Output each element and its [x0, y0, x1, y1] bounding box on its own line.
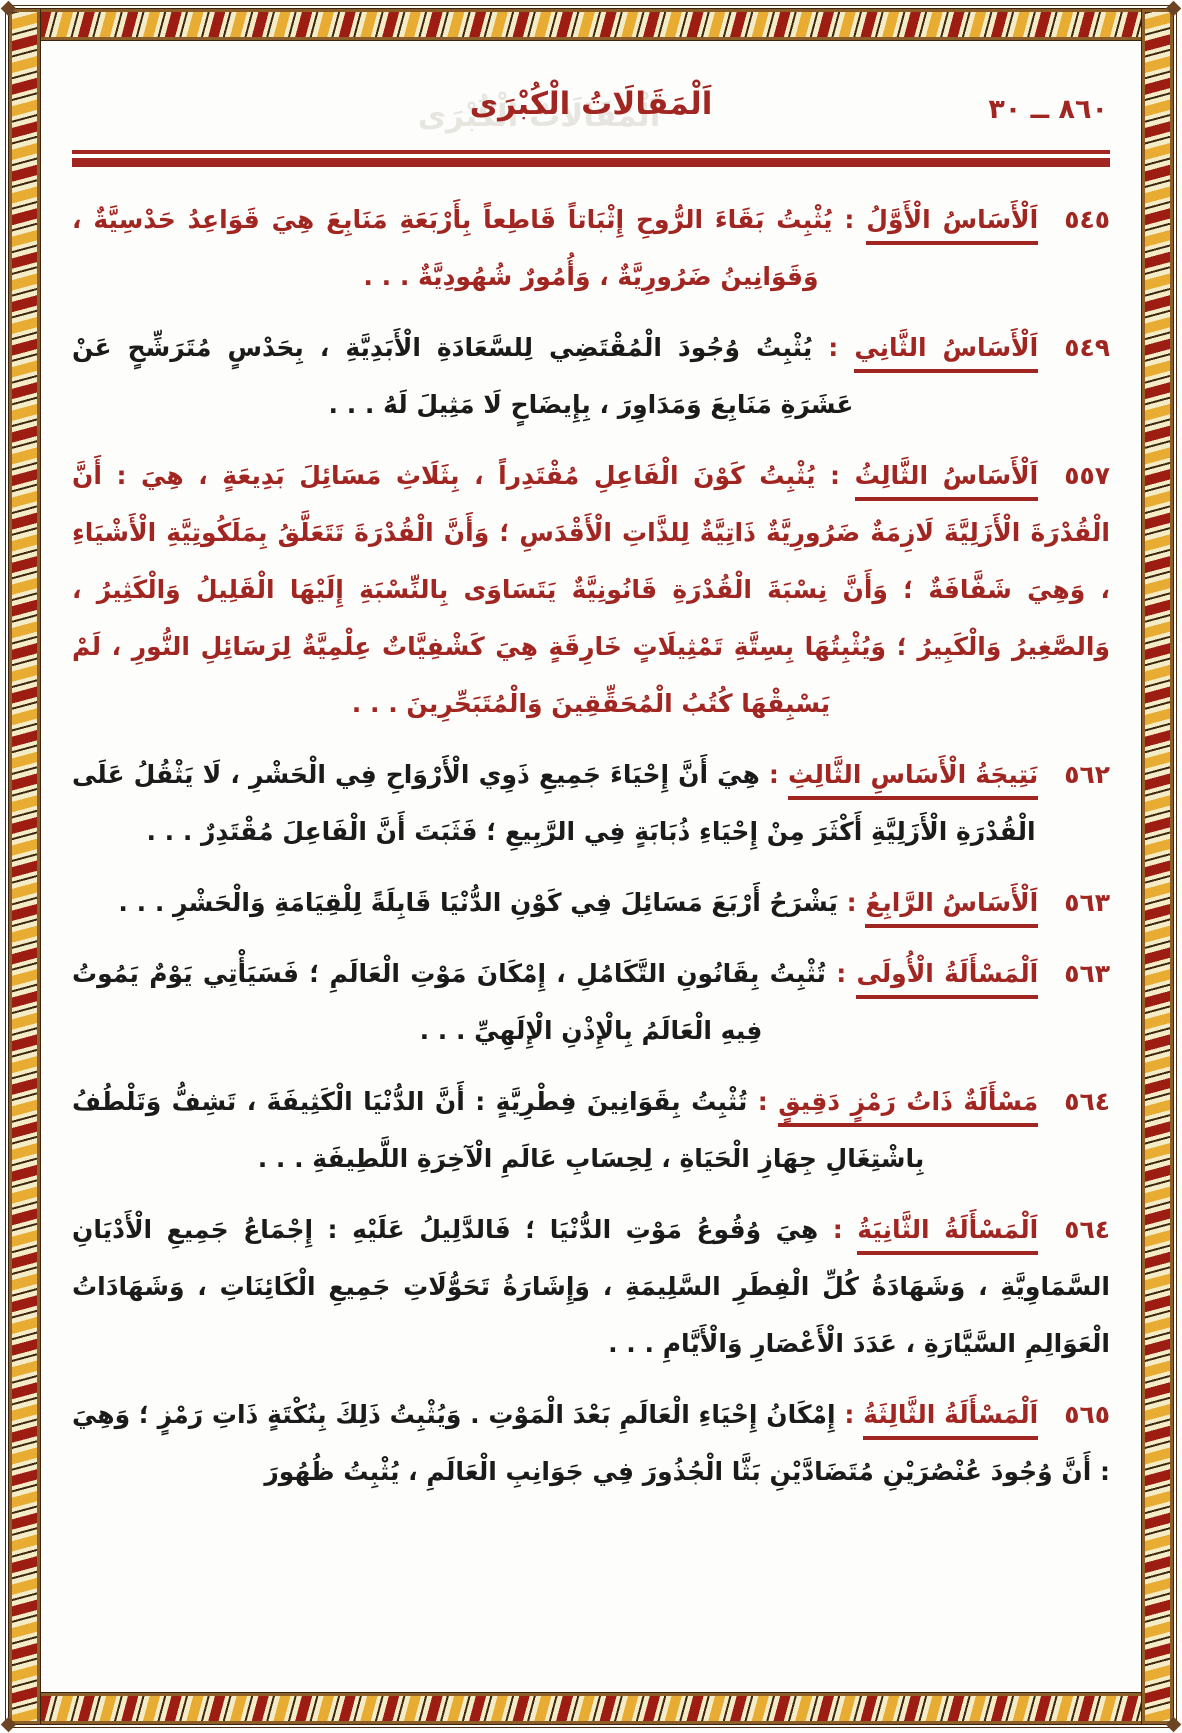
heading-separator: :: [835, 1400, 864, 1429]
paragraph: [72, 319, 1110, 433]
paragraph-heading: اَلْمَسْأَلَةُ الثَّالِثَةُ: [863, 1400, 1038, 1440]
paragraph-number: ٥٦٢: [1064, 760, 1110, 789]
heading-separator: :: [759, 760, 788, 789]
page-content: [44, 44, 1138, 1689]
paragraph-list: [72, 191, 1110, 1500]
paragraph-number: ٥٦٥: [1064, 1400, 1111, 1429]
heading-separator: :: [812, 333, 855, 362]
paragraph-number: ٥٦٤: [1064, 1087, 1111, 1116]
paragraph-number: ٥٤٩: [1064, 333, 1110, 362]
paragraph-heading: اَلْأَسَاسُ الثَّانِي: [854, 333, 1038, 373]
paragraph-number: ٥٤٥: [1064, 205, 1111, 234]
paragraph-number: ٥٥٧: [1064, 461, 1111, 490]
paragraph-body: تُثْبِتُ بِقَوَانِينَ فِطْرِيَّةٍ : أَنَّ الدُّنْيَا الْكَثِيفَةَ ، تَشِفُّ وَتَلْطُفُ بِاشْتِغَالِ جِهَازِ الْحَيَاةِ ، لِحِسَابِ عَالَمِ الْآخِرَةِ اللَّطِيفَةِ . . .: [72, 1087, 925, 1173]
page-border-top: [9, 9, 1173, 40]
paragraph-body: تُثْبِتُ بِقَانُونِ التَّكَامُلِ ، إِمْكَانَ مَوْتِ الْعَالَمِ ؛ فَسَيَأْتِي يَوْمٌ يَمُوتُ فِيهِ الْعَالَمُ بِالْإِذْنِ الْإِلَهِيِّ . . .: [72, 959, 826, 1045]
paragraph: [72, 1073, 1110, 1187]
paragraph-heading: اَلْأَسَاسُ الْأَوَّلُ: [866, 205, 1038, 245]
paragraph-heading: اَلْأَسَاسُ الثَّالِثُ: [855, 461, 1039, 501]
page-header: [72, 60, 1110, 136]
paragraph-body: يَشْرَحُ أَرْبَعَ مَسَائِلَ فِي كَوْنِ الدُّنْيَا قَابِلَةً لِلْقِيَامَةِ وَالْحَشْرِ . . .: [118, 888, 838, 917]
page-border-bottom: [9, 1693, 1173, 1724]
page-number: ٨٦٠ ــ ٣٠: [988, 94, 1108, 125]
paragraph: [72, 1201, 1110, 1372]
paragraph-body: يُثْبِتُ بَقَاءَ الرُّوحِ إِثْبَاتاً قَاطِعاً بِأَرْبَعَةِ مَنَابِعَ هِيَ قَوَاعِدُ حَدْسِيَّةٌ ، وَقَوَانِينُ ضَرُورِيَّةٌ ، وَأُمُورٌ شُهُودِيَّةٌ . . .: [72, 205, 833, 291]
page-border-left: [9, 9, 40, 1724]
paragraph-body: هِيَ أَنَّ إِحْيَاءَ جَمِيعِ ذَوِي الْأَرْوَاحِ فِي الْحَشْرِ ، لَا يَثْقُلُ عَلَى الْقُدْرَةِ الْأَزَلِيَّةِ أَكْثَرَ مِنْ إِحْيَاءِ ذُبَابَةٍ فِي الرَّبِيعِ ؛ فَثَبَتَ أَنَّ الْفَاعِلَ مُقْتَدِرٌ . . .: [72, 760, 1036, 846]
heading-separator: :: [818, 1215, 858, 1244]
paragraph-heading: اَلْمَسْأَلَةُ الْأُولَى: [856, 959, 1038, 999]
paragraph-body: يُثْبِتُ كَوْنَ الْفَاعِلِ مُقْتَدِراً ، بِثَلَاثِ مَسَائِلَ بَدِيعَةٍ ، هِيَ : أَنَّ الْقُدْرَةَ الْأَزَلِيَّةَ لَازِمَةٌ ضَرُورِيَّةٌ ذَاتِيَّةٌ لِلذَّاتِ الْأَقْدَسِ ؛ وَأَنَّ الْقُدْرَةَ تَتَعَلَّقُ بِمَلَكُوتِيَّةِ الْأَشْيَاءِ ، وَهِيَ شَفَّافَةٌ ؛ وَأَنَّ نِسْبَةَ الْقُدْرَةِ قَانُونِيَّةٌ يَتَسَاوَى بِالنِّسْبَةِ إِلَيْهَا الْقَلِيلُ وَالْكَثِيرُ ، وَالصَّغِيرُ وَالْكَبِيرُ ؛ وَيُثْبِتُهَا بِسِتَّةِ تَمْثِيلَاتٍ خَارِقَةٍ هِيَ كَشْفِيَّاتٌ عِلْمِيَّةٌ لِرَسَائِلِ النُّورِ ، لَمْ يَسْبِقْهَا كُتُبُ الْمُحَقِّقِينَ وَالْمُتَبَحِّرِينَ . . .: [72, 461, 1110, 718]
paragraph: [72, 874, 1110, 931]
paragraph: [72, 945, 1110, 1059]
paragraph-heading: اَلْمَسْأَلَةُ الثَّانِيَةُ: [857, 1215, 1038, 1255]
paragraph-body: إِمْكَانُ إِحْيَاءِ الْعَالَمِ بَعْدَ الْمَوْتِ . وَيُثْبِتُ ذَلِكَ بِنُكْتَةٍ ذَاتِ رَمْزٍ ؛ وَهِيَ : أَنَّ وُجُودَ عُنْصُرَيْنِ مُتَضَادَّيْنِ بَثَّا الْجُذُورَ فِي جَوَانِبِ الْعَالَمِ ، يُثْبِتُ ظُهُورَ: [72, 1400, 1110, 1486]
paragraph: [72, 191, 1110, 305]
heading-separator: :: [837, 888, 866, 917]
paragraph-heading: نَتِيجَةُ الْأَسَاسِ الثَّالِثِ: [788, 760, 1038, 800]
paragraph: [72, 746, 1110, 860]
paragraph: [72, 447, 1110, 732]
paragraph-number: ٥٦٣: [1064, 959, 1111, 988]
paragraph-number: ٥٦٤: [1064, 1215, 1110, 1244]
heading-separator: :: [815, 461, 855, 490]
heading-separator: :: [825, 959, 857, 988]
paragraph: [72, 1386, 1110, 1500]
paragraph-body: يُثْبِتُ وُجُودَ الْمُقْتَضِي لِلسَّعَادَةِ الْأَبَدِيَّةِ ، بِحَدْسٍ مُتَرَشِّحٍ عَنْ عَشَرَةِ مَنَابِعَ وَمَدَاوِرَ ، بِإِيضَاحٍ لَا مَثِيلَ لَهُ . . .: [72, 333, 854, 419]
heading-separator: :: [747, 1087, 779, 1116]
paragraph-number: ٥٦٣: [1064, 888, 1110, 917]
paragraph-heading: اَلْأَسَاسُ الرَّابِعُ: [865, 888, 1038, 928]
page-title: اَلْمَقَالَاتُ الْكُبْرَى: [469, 86, 713, 122]
paragraph-body: هِيَ وُقُوعُ مَوْتِ الدُّنْيَا ؛ فَالدَّلِيلُ عَلَيْهِ : إِجْمَاعُ جَمِيعِ الْأَدْيَانِ السَّمَاوِيَّةِ ، وَشَهَادَةُ كُلِّ الْفِطَرِ السَّلِيمَةِ ، وَإِشَارَةُ تَحَوُّلَاتِ جَمِيعِ الْكَائِنَاتِ ، وَشَهَادَاتُ الْعَوَالِمِ السَّيَّارَةِ ، عَدَدَ الْأَعْصَارِ وَالْأَيَّامِ . . .: [72, 1215, 1110, 1358]
paragraph-heading: مَسْأَلَةٌ ذَاتُ رَمْزٍ دَقِيقٍ: [778, 1087, 1038, 1127]
header-rule-thick: [72, 158, 1110, 167]
header-rule-thin: [72, 150, 1110, 154]
page-border-right: [1142, 9, 1173, 1724]
heading-separator: :: [832, 205, 867, 234]
